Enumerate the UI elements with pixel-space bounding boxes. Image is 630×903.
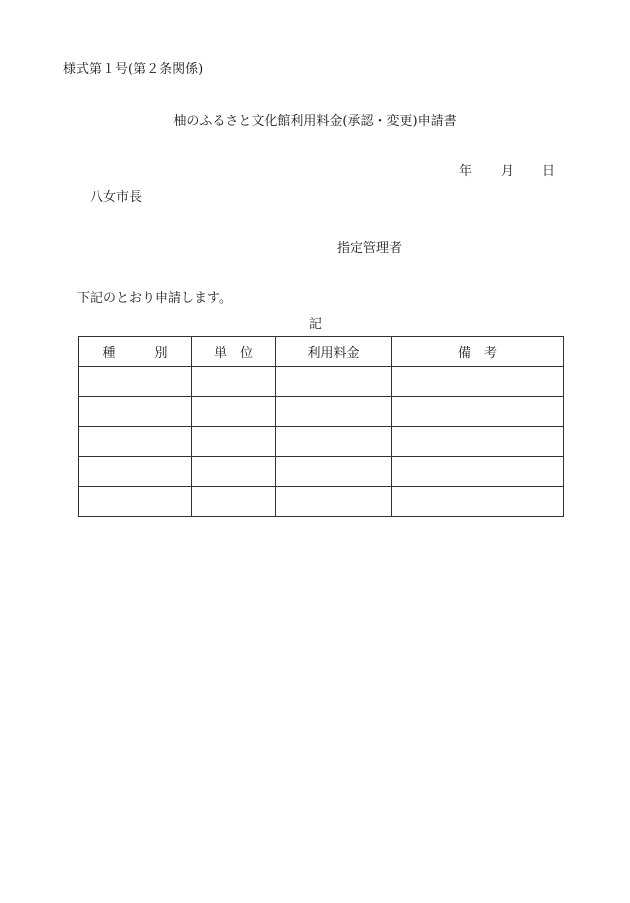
intro-text: 下記のとおり申請します。 — [77, 291, 232, 306]
applicant-label: 指定管理者 — [337, 241, 403, 256]
table-row — [79, 367, 564, 397]
header-unit: 単 位 — [192, 337, 276, 367]
table-row — [79, 397, 564, 427]
table-cell[interactable] — [192, 397, 276, 427]
table-cell[interactable] — [392, 457, 564, 487]
table-cell[interactable] — [392, 487, 564, 517]
table-cell[interactable] — [392, 367, 564, 397]
table-cell[interactable] — [276, 367, 392, 397]
table-cell[interactable] — [79, 397, 192, 427]
table-cell[interactable] — [79, 367, 192, 397]
date-year-label: 年 — [459, 164, 473, 179]
header-category: 種 別 — [79, 337, 192, 367]
table-cell[interactable] — [79, 487, 192, 517]
table-cell[interactable] — [192, 457, 276, 487]
table-cell[interactable] — [192, 367, 276, 397]
table-cell[interactable] — [192, 487, 276, 517]
table-row — [79, 457, 564, 487]
fee-table — [78, 336, 564, 517]
header-remarks: 備 考 — [392, 337, 564, 367]
table-cell[interactable] — [276, 487, 392, 517]
table-row — [79, 427, 564, 457]
addressee: 八女市長 — [90, 190, 143, 205]
document-title — [0, 115, 630, 128]
form-number: 様式第１号(第２条関係) — [63, 62, 204, 77]
table-header-row — [79, 337, 564, 367]
table-cell[interactable] — [276, 427, 392, 457]
table-cell[interactable] — [79, 457, 192, 487]
table-cell[interactable] — [276, 397, 392, 427]
table-row — [79, 487, 564, 517]
ki-label: 記 — [309, 317, 323, 332]
table-cell[interactable] — [79, 427, 192, 457]
table-cell[interactable] — [392, 397, 564, 427]
table-cell[interactable] — [276, 457, 392, 487]
header-fee: 利用料金 — [276, 337, 392, 367]
document-title-text: 柚のふるさと文化館利用料金(承認・変更)申請書 — [173, 114, 457, 129]
date-day-label: 日 — [542, 164, 556, 179]
date-month-label: 月 — [501, 164, 515, 179]
table-cell[interactable] — [192, 427, 276, 457]
table-cell[interactable] — [392, 427, 564, 457]
